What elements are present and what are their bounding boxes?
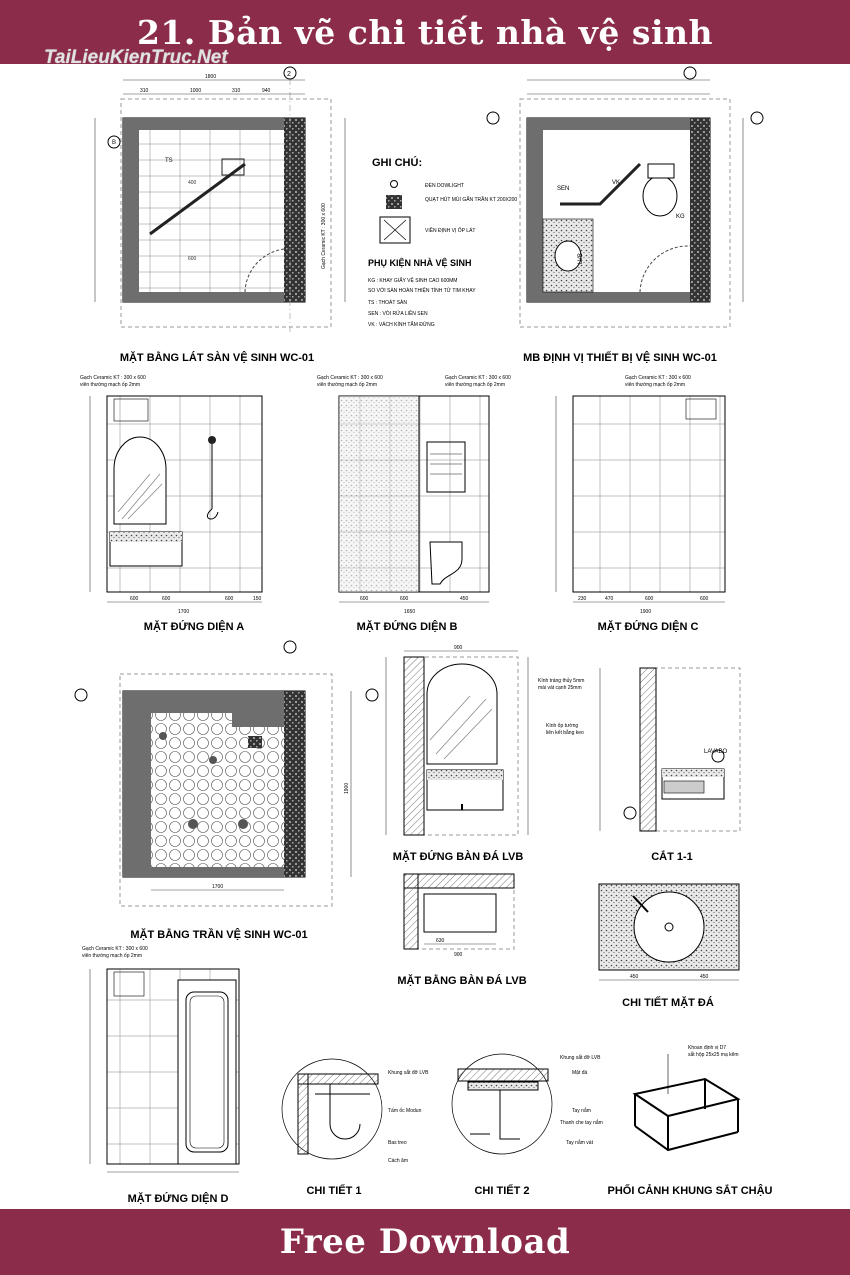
elev-a-dim-3: 600 (225, 596, 234, 602)
lvb-mirror-2: mài vát cạnh 25mm (538, 685, 582, 691)
tag-vk: VK (612, 180, 621, 186)
d1-note-1: Khung sắt đỡ LVB (388, 1070, 429, 1076)
legend-item-1: ĐÈN DOWLIGHT (425, 183, 464, 189)
plan-dim-total: 1800 (205, 74, 217, 80)
lvb-dim-top: 900 (454, 645, 463, 651)
lavabo-label: LAVABO (704, 749, 728, 755)
free-download-button[interactable]: Free Download (279, 1222, 571, 1262)
detail-2 (452, 1054, 603, 1154)
footer-banner[interactable] (0, 1209, 850, 1275)
grid-2-label: 2 (287, 71, 291, 78)
lvb-mirror-4: liên kết bằng keo (546, 730, 584, 736)
elev-a-dim-2: 600 (162, 596, 171, 602)
elev-a-dim-1: 600 (130, 596, 139, 602)
accessory-2: SO VỚI SÀN HOÀN THIỆN TÍNH TỪ TIM KHAY (368, 288, 476, 294)
legend-title: GHI CHÚ: (372, 157, 423, 169)
legend-item-3: VIỀN ĐỊNH VỊ ỐP LÁT (425, 228, 476, 234)
drawing-canvas (0, 64, 850, 1209)
d1-note-3: Bas treo (388, 1140, 407, 1146)
elev-a-note-2: viên thường mạch ốp 2mm (80, 382, 140, 388)
lvb-mirror-1: Kính tráng thủy 5mm (538, 678, 585, 684)
plan-dim-4: 940 (262, 88, 271, 94)
lvb-plan (404, 874, 514, 958)
lvb-elevation (386, 645, 584, 835)
floor-plan-title: MẶT BẰNG LÁT SÀN VỆ SINH WC-01 (119, 352, 315, 364)
detail-2-title: CHI TIẾT 2 (474, 1185, 530, 1197)
plan-dim-2: 1000 (190, 88, 202, 94)
elev-b-dim-total: 1650 (404, 609, 416, 615)
d2-note-2: Mặt đá (572, 1070, 588, 1076)
frame-note-2: sắt hộp 25x25 mạ kẽm (688, 1052, 739, 1058)
d2-note-5: Tay nắm vát (566, 1140, 593, 1146)
stone-detail (599, 884, 739, 980)
page-title: 21. Bản vẽ chi tiết nhà vệ sinh (136, 12, 714, 52)
elev-c-dim-2: 470 (605, 596, 614, 602)
ceiling-plan-title: MẶT BẰNG TRẦN VỆ SINH WC-01 (130, 929, 308, 941)
section-title: CẮT 1-1 (651, 851, 693, 863)
accessory-5: VK : VÁCH KÍNH TẮM ĐỨNG (368, 322, 435, 328)
plan-dim-1: 310 (140, 88, 149, 94)
plan-note-tile: Gạch Ceramic KT : 300 x 600 (321, 203, 327, 269)
elev-c-dim-3: 600 (645, 596, 654, 602)
ceiling-dim-h: 1900 (344, 782, 350, 794)
elev-c-dim-4: 600 (700, 596, 709, 602)
frame-note-1: Khoan định vị D7 (688, 1045, 727, 1051)
d2-note-1: Khung sắt đỡ LVB (560, 1055, 601, 1061)
elev-a-dim-4: 150 (253, 596, 262, 602)
fan-icon (386, 195, 402, 209)
accessory-1: KG : KHAY GIẤY VỆ SINH CAO 600MM (368, 278, 458, 284)
elev-b-note-2: viên thường mạch ốp 2mm (317, 382, 377, 388)
d1-note-4: Cách âm (388, 1158, 409, 1164)
elev-b-note-4: viên thường mạch ốp 2mm (445, 382, 505, 388)
d2-note-4: Thanh che tay nắm (560, 1120, 603, 1126)
lvb-plan-dim-2: 900 (454, 952, 463, 958)
detail-1-title: CHI TIẾT 1 (306, 1185, 362, 1197)
section-1-1 (600, 668, 740, 831)
elev-b-title: MẶT ĐỨNG DIỆN B (356, 621, 458, 633)
detail-1 (282, 1059, 429, 1164)
downlight-icon (391, 181, 398, 188)
elev-a-dim-total: 1700 (178, 609, 190, 615)
legend-item-2: QUẠT HÚT MÙI GẮN TRẦN KT 200X200 (425, 197, 518, 203)
stone-dim-1: 450 (630, 974, 639, 980)
lvb-plan-title: MẶT BẰNG BÀN ĐÁ LVB (397, 975, 527, 987)
elev-b-note-3: Gạch Ceramic KT : 300 x 600 (445, 375, 511, 381)
elevation-b (317, 375, 511, 615)
elev-c-note-1: Gạch Ceramic KT : 300 x 600 (625, 375, 691, 381)
dim-note-1: 400 (188, 180, 197, 186)
accessories-title: PHỤ KIỆN NHÀ VỆ SINH (368, 258, 472, 268)
elev-c-dim-total: 1900 (640, 609, 652, 615)
elev-c-dim-1: 230 (578, 596, 587, 602)
elev-b-dim-1: 600 (360, 596, 369, 602)
d1-note-2: Tấm ốc Modun (388, 1108, 422, 1114)
watermark: TaiLieuKienTruc.Net (44, 47, 228, 68)
frame-perspective (635, 1045, 739, 1150)
elev-c-title: MẶT ĐỨNG DIỆN C (597, 621, 699, 633)
lvb-elev-title: MẶT ĐỨNG BÀN ĐÁ LVB (392, 851, 524, 863)
elevation-a (80, 375, 262, 615)
accessory-4: SEN : VÒI RỬA LIỀN SEN (368, 311, 428, 317)
equipment-plan (487, 67, 763, 327)
dim-note-2: 600 (188, 256, 197, 262)
elevation-d (82, 946, 239, 1172)
grid-b-label: B (112, 140, 117, 146)
tag-lvb: LVB (578, 253, 584, 264)
elev-b-note-1: Gạch Ceramic KT : 300 x 600 (317, 375, 383, 381)
frame-title: PHỐI CẢNH KHUNG SẮT CHẬU (607, 1185, 773, 1197)
elevation-c (556, 375, 725, 615)
stone-detail-title: CHI TIẾT MẶT ĐÁ (622, 997, 714, 1009)
elev-d-note-2: viên thường mạch ốp 2mm (82, 953, 142, 959)
plan-dim-3: 310 (232, 88, 241, 94)
elev-a-note-1: Gạch Ceramic KT : 300 x 600 (80, 375, 146, 381)
d2-note-3: Tay nắm (572, 1108, 591, 1114)
elev-a-title: MẶT ĐỨNG DIỆN A (143, 621, 245, 633)
tag-sen: SEN (557, 186, 570, 192)
elev-c-note-2: viên thường mạch ốp 2mm (625, 382, 685, 388)
equipment-plan-title: MB ĐỊNH VỊ THIẾT BỊ VỆ SINH WC-01 (523, 352, 717, 364)
elev-b-dim-2: 600 (400, 596, 409, 602)
floor-plan (95, 67, 345, 334)
elev-d-title: MẶT ĐỨNG DIỆN D (127, 1193, 229, 1205)
drawing-sheet (0, 64, 850, 1209)
ceiling-plan (75, 641, 378, 906)
tag-ts: TS (165, 158, 173, 164)
ceiling-dim-w: 1700 (212, 884, 224, 890)
tag-kg: KG (676, 214, 685, 220)
stone-dim-2: 450 (700, 974, 709, 980)
accessory-3: TS : THOÁT SÀN (368, 300, 407, 306)
lvb-mirror-3: Kính ốp tường (546, 723, 579, 729)
elev-b-dim-3: 450 (460, 596, 469, 602)
legend (368, 156, 517, 328)
elev-d-note-1: Gạch Ceramic KT : 300 x 600 (82, 946, 148, 952)
lvb-plan-dim-1: 630 (436, 938, 445, 944)
